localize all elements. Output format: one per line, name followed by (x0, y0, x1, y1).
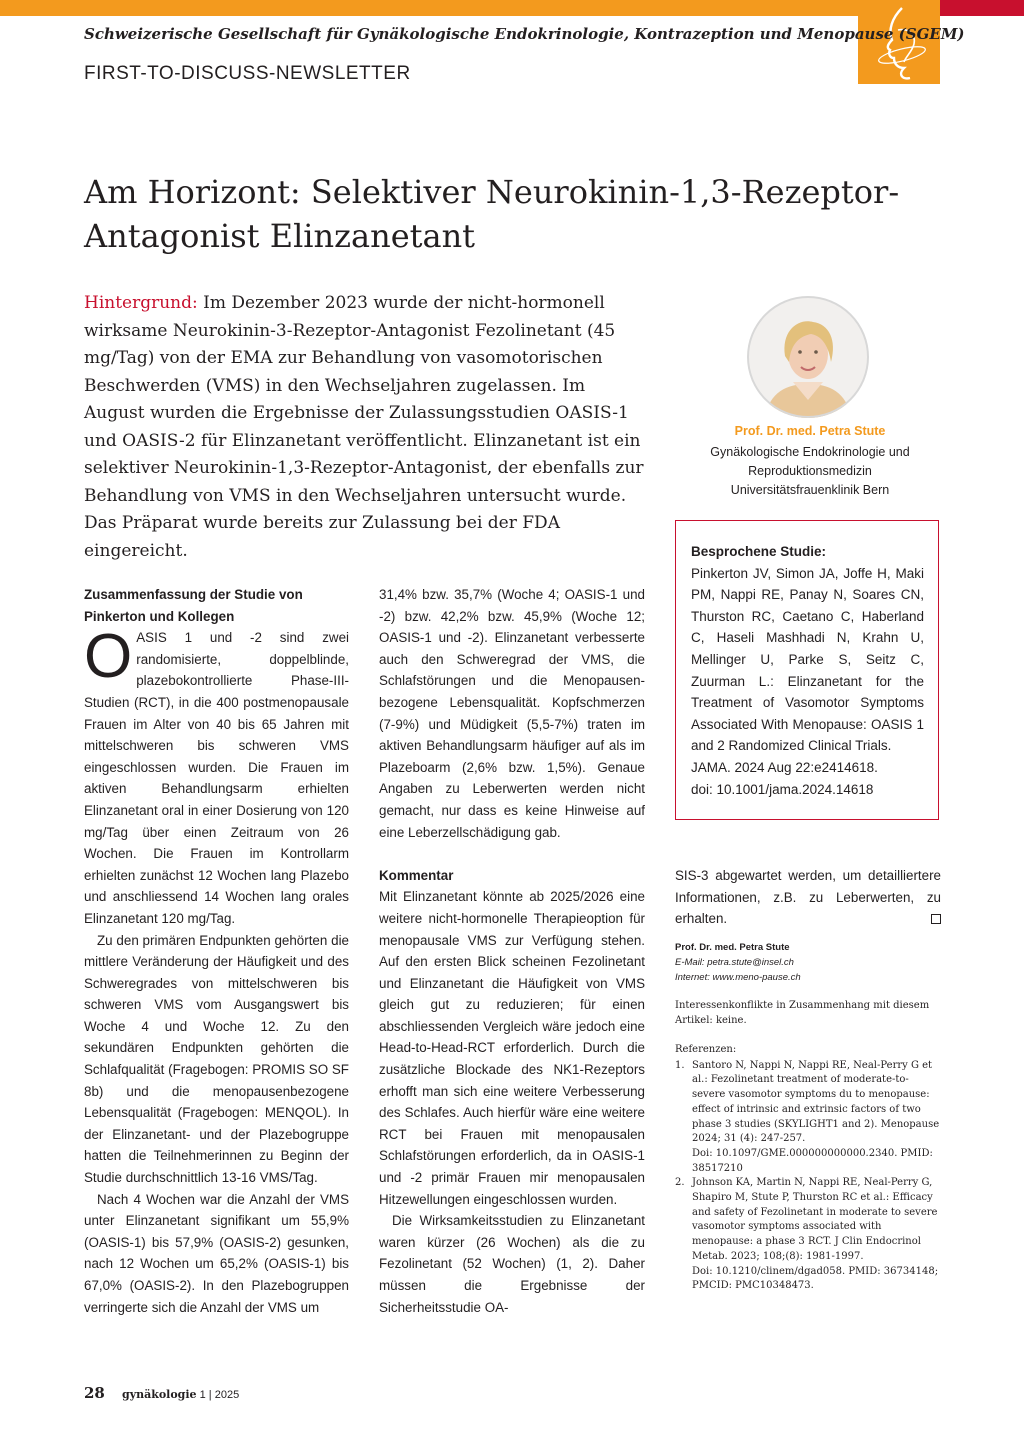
reference-number: 2. (675, 1177, 685, 1189)
summary-paragraph (84, 622, 349, 929)
column-1 (84, 584, 349, 1318)
journal-issue: 1 | 2025 (199, 1389, 240, 1401)
intro-paragraph (84, 290, 644, 565)
reference-item (675, 1059, 941, 1177)
top-red-bar (940, 0, 1024, 16)
column-3 (675, 865, 941, 930)
comment-paragraph: Mit Elinzanetant könnte ab 2025/2026 eine weitere nicht-hormonelle Therapieoption für menopausale VMS zur Verfügung stehen. Auf den ersten Blick scheinen Fezolinetant und Elinzanetant die Häufigkeit von VMS gleich gut zu reduzieren; für einen abschliessenden Vergleich wäre jedoch eine Head-to-Head-RCT erforderlich. Durch die zusätzliche Blockade des NK1-Rezeptors erhofft man sich eine weitere Verbesserung des Schlafes. Auch hierfür wäre eine weitere RCT bei Frauen mit menopausalen Schlafstörungen erforderlich, da in OASIS-1 und -2 primär Frauen mir menopausalen Hitzewellungen eingeschlossen wurden. (379, 889, 645, 1207)
references (675, 1043, 941, 1294)
intro-text: Im Dezember 2023 wurde der nicht-hormonell wirksame Neurokinin-3-Rezeptor-Antagonist Fezolinetant (45 mg/Tag) von der EMA zur Behandlung von vasomotorischen Beschwerden (VMS) in den Wechseljahren zugelassen. Im August wurden die Ergebnisse der Zulassungsstudien OASIS-1 und OASIS-2 für Elinzanetant veröffentlicht. Elinzanetant ist ein selektiver Neurokinin-1,3-Rezeptor-Antagonist, der ebenfalls zur Behandlung von VMS in den Wechseljahren untersucht wurde. Das Präparat wurde bereits zur Zulassung bei der FDA eingereicht. (84, 293, 644, 561)
contact-internet: Internet: www.meno-pause.ch (675, 972, 801, 983)
author-contact (675, 940, 941, 985)
end-of-article-icon (931, 914, 941, 924)
author-portrait (747, 296, 869, 418)
affiliation-line: Reproduktionsmedizin (748, 464, 872, 478)
reference-doi: Doi: 10.1210/clinem/dgad058. PMID: 36734148; PMCID: PMC10348473. (692, 1265, 939, 1292)
page-number: 28 (84, 1384, 105, 1402)
summary-heading: Zusammenfassung der Studie von Pinkerton und Kollegen (84, 587, 303, 624)
author-name: Prof. Dr. med. Petra Stute (734, 424, 886, 438)
study-doi: doi: 10.1001/jama.2024.14618 (691, 781, 874, 797)
comment-paragraph (675, 865, 941, 930)
study-journal: JAMA. 2024 Aug 22:e2414618. (691, 759, 878, 775)
references-heading: Referenzen: (675, 1044, 737, 1055)
reference-text: Johnson KA, Martin N, Nappi RE, Neal-Perry G, Shapiro M, Stute P, Thurston RC et al.: Efficacy and safety of Fezolinetant in moderate to severe vasomotor symptoms associated with menopause: a phase 3 RCT. J Clin Endocrinol Metab. 2023; 108;(8): 1981-1997. (692, 1177, 938, 1262)
study-citation: Pinkerton JV, Simon JA, Joffe H, Maki PM, Nappi RE, Panay N, Soares CN, Thurston RC, Caetano C, Haberland C, Haseli Mashhadi N, Krahn U, Mellinger U, Parke S, Seitz C, Zuurman L.: Elinzanetant for the Treatment of Vasomotor Symptoms Associated With Menopause: OASIS 1 and 2 Randomized Clinical Trials. (691, 565, 924, 754)
comment-paragraph: Die Wirksamkeitsstudien zu Elinzanetant waren kürzer (26 Wochen) als die zu Fezolinetant (52 Wochen) (1, 2). Daher müssen die Ergebnisse der Sicherheitsstudie OA- (379, 1213, 645, 1315)
summary-text: ASIS 1 und -2 sind zwei randomisierte, doppelblinde, plazebokontrollierte Phase-III-Studien (RCT), in die 400 postmenopausale Frauen im Alter von 40 bis 65 Jahren mit mittelschweren bis schweren VMS eingeschlossen wurden. Die Frauen im aktiven Behandlungsarm erhielten Elinzanetant oral in einer Dosierung von 120 mg/Tag über einen Zeitraum von 26 Wochen. Die Frauen im Kontrollarm erhielten zunächst 12 Wochen lang Plazebo und anschliessend 14 Wochen lang orales Elinzanetant 120 mg/Tag. (84, 630, 349, 926)
summary-paragraph: Zu den primären Endpunkten gehörten die mittlere Veränderung der Häufigkeit und des Schweregrades von mittelschweren bis schweren VMS vom Ausgangswert bis Woche 4 und Woche 12. Zu den sekundären Endpunkten gehörten die Schlafqualität (Fragebogen: PROMIS SO SF 8b) und die menopausenbezogene Lebensqualität (Fragebogen: MENQOL). In der Elinzanetant- und der Plazebogruppe hatten die Teilnehmerinnen zu Beginn der Studie durchschnittlich 13-16 VMS/Tag. (84, 932, 349, 1186)
affiliation-line: Gynäkologische Endokrinologie und (710, 445, 910, 459)
affiliation-line: Universitätsfrauenklinik Bern (730, 483, 890, 497)
journal-footer (122, 1388, 239, 1401)
column-2 (379, 584, 645, 1318)
society-name: Schweizerische Gesellschaft für Gynäkologische Endokrinologie, Kontrazeption und Menopause (SGEM) (84, 25, 965, 43)
discussed-study-box (675, 520, 939, 820)
reference-item (675, 1176, 941, 1294)
section-label: FIRST-TO-DISCUSS-NEWSLETTER (84, 63, 411, 84)
reference-number: 1. (675, 1059, 685, 1071)
article-title: Am Horizont: Selektiver Neurokinin-1,3-Rezeptor-Antagonist Elinzanetant (84, 173, 900, 255)
conflict-of-interest: Interessenkonflikte in Zusammenhang mit diesem Artikel: keine. (675, 1000, 930, 1026)
comment-text: SIS-3 abgewartet werden, um detailliertere Informationen, z.B. zu Leberwerten, zu erhalten. (675, 868, 941, 927)
contact-email: E-Mail: petra.stute@insel.ch (675, 957, 794, 968)
contact-name: Prof. Dr. med. Petra Stute (675, 942, 790, 953)
intro-label: Hintergrund: (84, 293, 198, 313)
drop-cap: O (84, 622, 133, 692)
summary-paragraph: 31,4% bzw. 35,7% (Woche 4; OASIS-1 und -2) bzw. 42,2% bzw. 45,9% (Woche 12; OASIS-1 und -2). Elinzanetant verbesserte auch den Schweregrad der VMS, die Schlafstörungen und die Menopausen-bezogene Lebensqualität. Kopfschmerzen (7-9%) und Müdigkeit (5,5-7%) traten im aktiven Behandlungsarm häufiger auf als im Plazeboarm (2,6% bzw. 1,5%). Genaue Angaben zu Leberwerten werden nicht gemacht, nur dass es keine Hinweise auf eine Leberzellschädigung gab. (379, 587, 645, 840)
portrait-photo-icon (747, 296, 869, 418)
reference-text: Santoro N, Nappi N, Nappi RE, Neal-Perry G et al.: Fezolinetant treatment of moderate-to-severe vasomotor symptoms du to menopause: effect of intrinsic and extrinsic factors of two phase 3 studies (SKYLIGHT1 and 2). Menopause 2024; 31 (4): 247-257. (692, 1059, 940, 1145)
study-box-title: Besprochene Studie: (691, 544, 827, 559)
summary-paragraph: Nach 4 Wochen war die Anzahl der VMS unter Elinzanetant signifikant um 55,9% (OASIS-1) bis 57,9% (OASIS-2) gesunken, nach 12 Wochen um 65,2% (OASIS-1) bis 67,0% (OASIS-2). In den Plazebogruppen verringerte sich die Anzahl der VMS um (84, 1191, 349, 1315)
journal-name: gynäkologie (122, 1388, 197, 1401)
reference-doi: Doi: 10.1097/GME.000000000000.2340. PMID: 38517210 (692, 1147, 933, 1174)
author-affiliation (680, 443, 940, 500)
comment-heading: Kommentar (379, 867, 454, 883)
